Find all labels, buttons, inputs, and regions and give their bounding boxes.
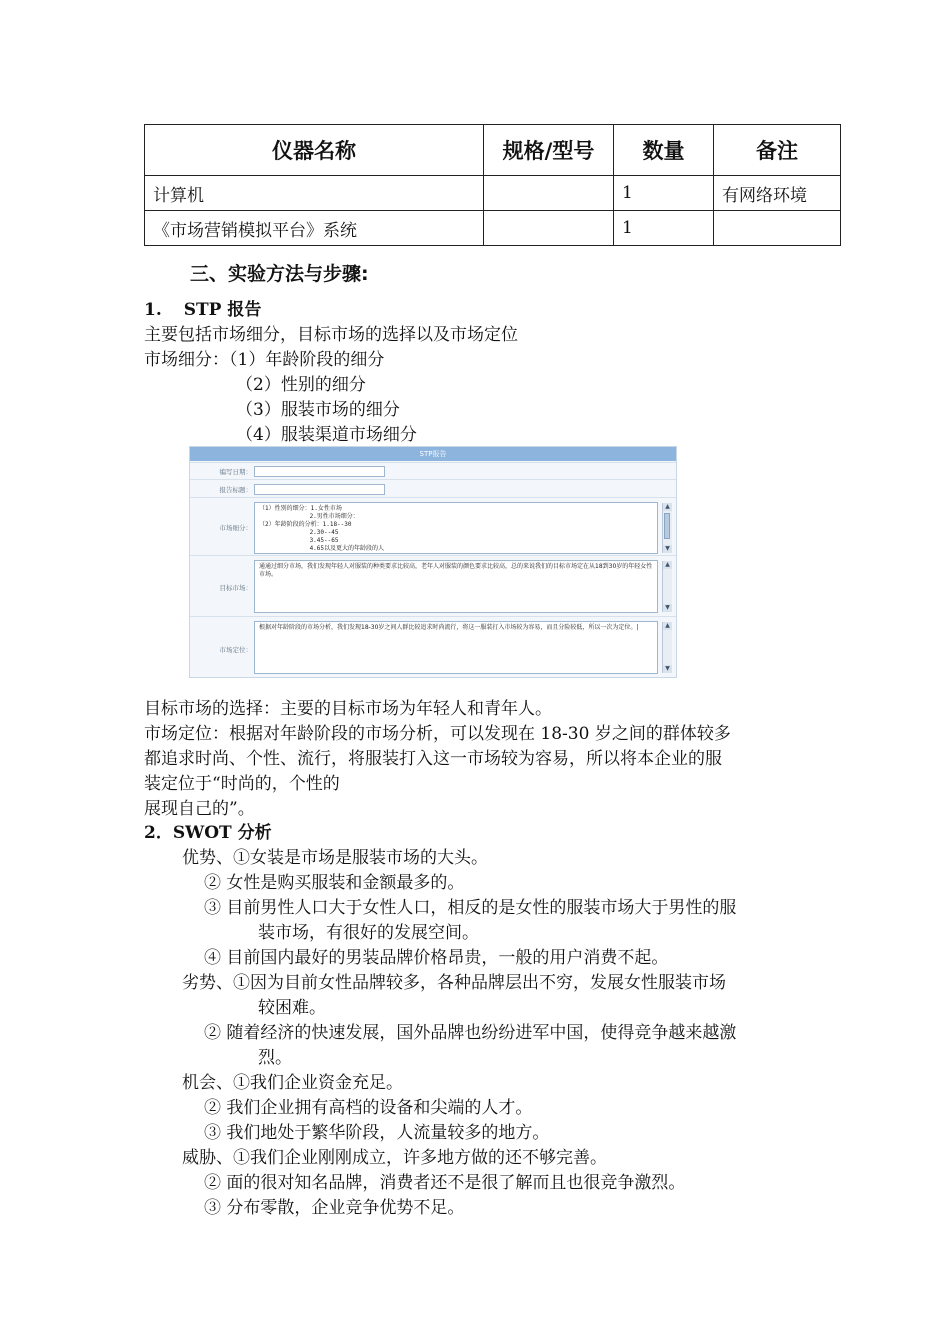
target-scrollbar[interactable] xyxy=(662,561,672,612)
header-remarks: 备注 xyxy=(714,125,841,176)
strength-item: ④ 目前国内最好的男装品牌价格昂贵，一般的用户消费不起。 xyxy=(204,948,669,968)
strength-item: ② 女性是购买服装和金额最多的。 xyxy=(204,873,465,893)
weakness-item: 劣势、①因为目前女性品牌较多，各种品牌层出不穷，发展女性服装市场 xyxy=(182,973,726,993)
report-title-row xyxy=(190,479,676,498)
weakness-item-continued: 较困难。 xyxy=(258,998,326,1018)
scroll-up-icon[interactable]: ▲ xyxy=(663,561,672,569)
threat-item: ③ 分布零散，企业竞争优势不足。 xyxy=(204,1198,465,1218)
segment-item: （2）性别的细分 xyxy=(236,375,366,395)
stp-report-form xyxy=(189,446,677,678)
segment-scrollbar[interactable] xyxy=(662,503,672,553)
header-instrument-name: 仪器名称 xyxy=(145,125,484,176)
stp-heading-text: STP 报告 xyxy=(183,300,262,320)
date-row xyxy=(190,462,676,480)
target-row xyxy=(190,555,676,617)
segment-item: （3）服装市场的细分 xyxy=(236,400,400,420)
stp-heading xyxy=(144,298,261,323)
cell-name: 计算机 xyxy=(145,176,484,211)
threat-item: ② 面的很对知名品牌，消费者还不是很了解而且也很竞争激烈。 xyxy=(204,1173,686,1193)
header-quantity: 数量 xyxy=(614,125,714,176)
report-title-input[interactable] xyxy=(254,484,385,495)
stp-intro: 主要包括市场细分，目标市场的选择以及市场定位 xyxy=(144,325,518,345)
equipment-table xyxy=(144,124,841,246)
positioning-line: 展现自己的”。 xyxy=(144,799,255,819)
target-choice-text: 目标市场的选择：主要的目标市场为年轻人和青年人。 xyxy=(144,699,552,719)
stp-heading-number: 1. xyxy=(144,300,162,320)
opportunity-item: ③ 我们地处于繁华阶段，人流量较多的地方。 xyxy=(204,1123,550,1143)
scroll-down-icon[interactable]: ▼ xyxy=(663,665,672,673)
cell-spec xyxy=(484,176,614,211)
date-input[interactable] xyxy=(254,466,385,477)
section-3-heading: 三、实验方法与步骤: xyxy=(190,263,369,285)
scroll-down-icon[interactable]: ▼ xyxy=(663,545,672,553)
cell-quantity: 1 xyxy=(614,176,714,211)
table-header-row xyxy=(145,125,841,176)
segment-row xyxy=(190,497,676,556)
cell-spec xyxy=(484,211,614,246)
date-label: 编写日期： xyxy=(219,468,252,476)
header-spec-model: 规格/型号 xyxy=(484,125,614,176)
cell-name: 《市场营销模拟平台》系统 xyxy=(145,211,484,246)
threat-item: 威胁、①我们企业刚刚成立，许多地方做的还不够完善。 xyxy=(182,1148,607,1168)
cell-remarks xyxy=(714,211,841,246)
weakness-item-continued: 烈。 xyxy=(258,1048,292,1068)
form-title: STP报告 xyxy=(190,447,676,461)
scroll-up-icon[interactable]: ▲ xyxy=(663,503,672,511)
position-scrollbar[interactable] xyxy=(662,622,672,673)
swot-heading: 2．SWOT 分析 xyxy=(144,823,272,843)
table-row xyxy=(145,211,841,246)
cell-remarks: 有网络环境 xyxy=(714,176,841,211)
positioning-line: 都追求时尚、个性、流行，将服装打入这一市场较为容易，所以将本企业的服 xyxy=(144,749,722,769)
position-row xyxy=(190,616,676,678)
weakness-item: ② 随着经济的快速发展，国外品牌也纷纷进军中国，使得竞争越来越激 xyxy=(204,1023,737,1043)
strength-item: ③ 目前男性人口大于女性人口，相反的是女性的服装市场大于男性的服 xyxy=(204,898,737,918)
target-textarea[interactable]: 通通过细分市场，我们发现年轻人对服装的种类要求比较高，老年人对服装的颜色要求比较高，总的来说我们的目标市场定在从18到30岁的年轻女性市场。 xyxy=(254,560,658,613)
cell-quantity: 1 xyxy=(614,211,714,246)
strength-item-continued: 装市场，有很好的发展空间。 xyxy=(258,923,479,943)
target-label: 目标市场： xyxy=(219,584,252,592)
strength-item: 优势、①女装是市场是服装市场的大头。 xyxy=(182,848,488,868)
position-label: 市场定位： xyxy=(219,646,252,654)
report-title-label: 报告标题： xyxy=(219,486,252,494)
segment-label: 市场细分： xyxy=(219,524,252,532)
opportunity-item: ② 我们企业拥有高档的设备和尖端的人才。 xyxy=(204,1098,533,1118)
position-textarea[interactable]: 根据对年龄阶段的市场分析，我们发现18-30岁之间人群比较追求时尚流行，将这一服装打入市场较为容易，而且分险较低，所以一次为定位。| xyxy=(254,621,658,674)
opportunity-item: 机会、①我们企业资金充足。 xyxy=(182,1073,403,1093)
segment-lead: 市场细分：（1）年龄阶段的细分 xyxy=(144,350,385,370)
scroll-thumb[interactable] xyxy=(664,513,670,539)
segment-item: （4）服装渠道市场细分 xyxy=(236,425,417,445)
scroll-down-icon[interactable]: ▼ xyxy=(663,604,672,612)
segment-textarea[interactable]: （1）性别的细分：1.女性市场 2.男性市场细分： （2）年龄阶段的分析：1.18--30 2.30--45 3.45--65 4.65以及更大的年龄段的人 xyxy=(254,502,658,554)
positioning-line: 市场定位：根据对年龄阶段的市场分析，可以发现在 18-30 岁之间的群体较多 xyxy=(144,724,731,744)
positioning-line: 装定位于“时尚的，个性的 xyxy=(144,774,340,794)
table-row xyxy=(145,176,841,211)
scroll-up-icon[interactable]: ▲ xyxy=(663,622,672,630)
